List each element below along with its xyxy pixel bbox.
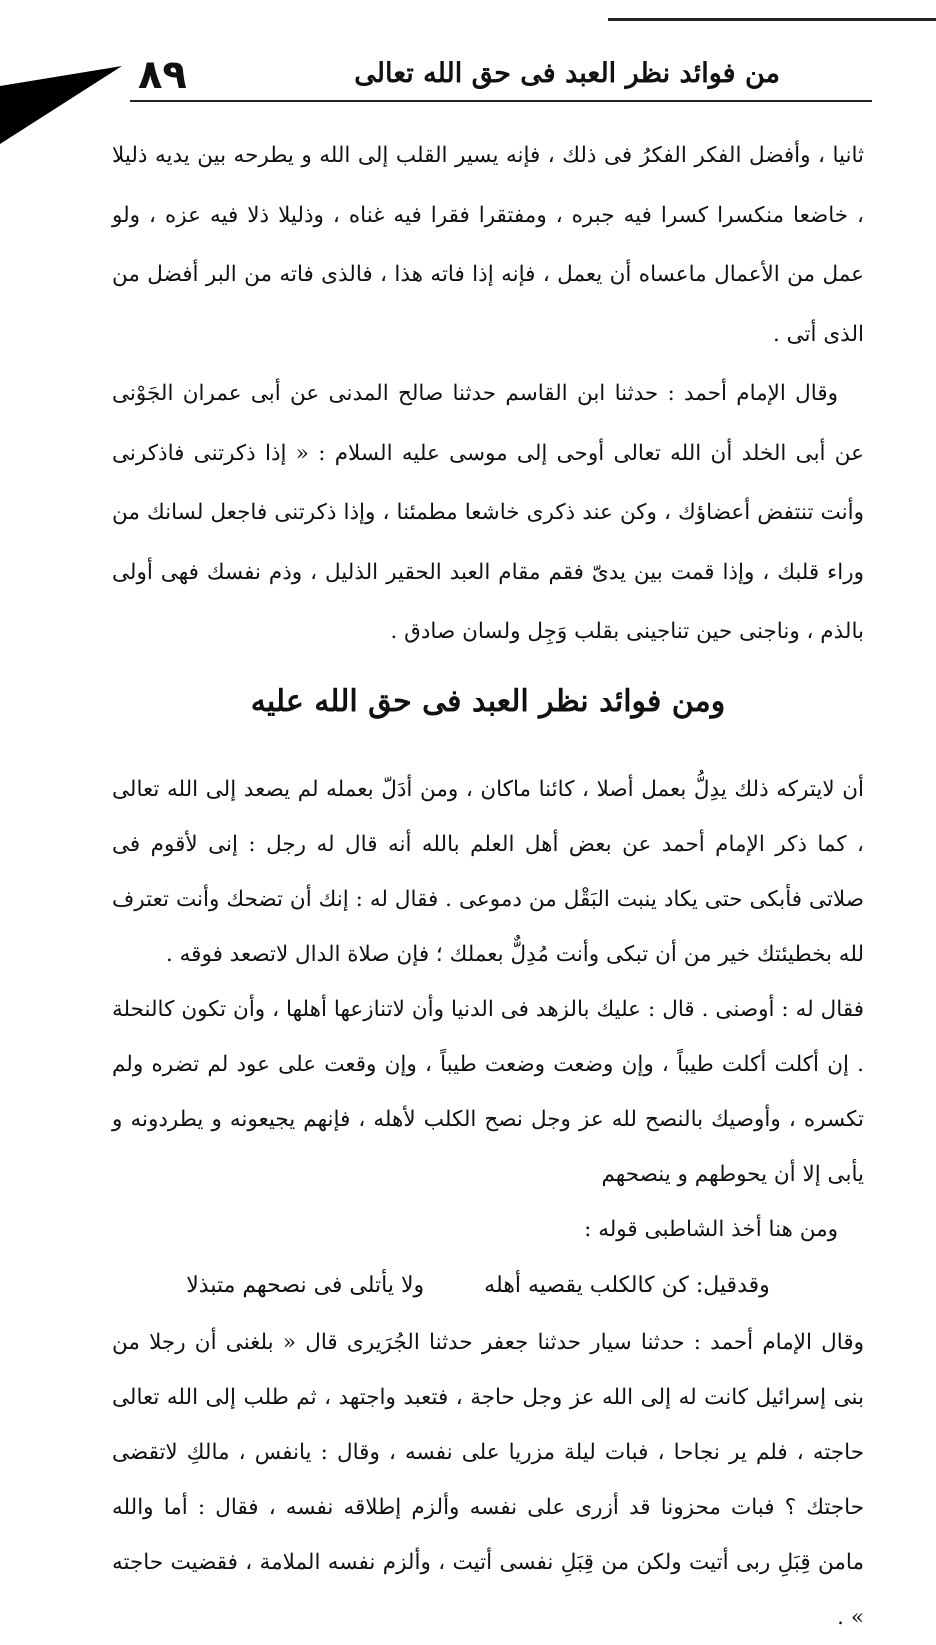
paragraph: ومن هنا أخذ الشاطبى قوله : xyxy=(584,1216,838,1242)
paragraph: وقال الإمام أحمد : حدثنا ابن القاسم حدثنا صالح المدنى عن أبى عمران الجَوْنى عن أبى الخلد أن الله تعالى أوحى إلى موسى عليه السلام : « إذا ذكرتنى فاذكرنى وأنت تنتفض أعضاؤك ، وكن عند ذكرى خاشعا مطمئنا ، وإذا ذكرتنى فاجعل لسانك من وراء قلبك ، وإذا قمت بين يدىّ فقم مقام العبد الحقير الذليل ، وذم نفسك فهى أولى بالذم ، وناجنى حين تناجينى بقلب وَجِل ولسان صادق . xyxy=(112,381,864,644)
page-body xyxy=(112,126,864,1645)
page-number: ٨٩ xyxy=(138,52,187,98)
paragraph: ثانيا ، وأفضل الفكر الفكرُ فى ذلك ، فإنه يسير القلب إلى الله و يطرحه بين يديه ذليلا ، خاضعا منكسرا كسرا فيه جبره ، ومفتقرا فقرا فيه غناه ، وذليلا ذلا فيه عزه ، ولو عمل من الأعمال ماعساه أن يعمل ، فإنه إذا فاته هذا ، فالذى فاته من البر أفضل من الذى أتى . xyxy=(112,143,864,347)
paragraph: وقال الإمام أحمد : حدثنا سيار حدثنا جعفر حدثنا الجُرَيرى قال « بلغنى أن رجلا من بنى إسرائيل كانت له إلى الله عز وجل حاجة ، فتعبد واجتهد ، ثم طلب إلى الله تعالى حاجته ، فلم ير نجاحا ، فبات ليلة مزريا على نفسه ، وقال : يانفس ، مالكِ لاتقضى حاجتك ؟ فبات محزونا قد أزرى على نفسه وألزم إطلاقه نفسه ، فقال : أما والله مامن قِبَلِ ربى أتيت ولكن من قِبَلِ نفسى أتيت ، وألزم نفسه الملامة ، فقضيت حاجته » . xyxy=(112,1329,864,1630)
page-corner-wedge xyxy=(0,66,122,144)
paragraph: فقال له : أوصنى . قال : عليك بالزهد فى الدنيا وأن لاتنازعها أهلها ، وأن تكون كالنحلة . إن أكلت أكلت طيباً ، وإن وضعت وضعت طيباً ، وإن وقعت على عود لم تضره ولم تكسره ، وأوصيك بالنصح لله عز وجل نصح الكلب لأهله ، فإنهم يجيعونه و يطردونه و يأبى إلا أن يحوطهم و ينصحهم xyxy=(112,996,864,1187)
poetry-verse xyxy=(112,1257,864,1315)
verse-first-hemistich: وقدقيل: كن كالكلب يقصيه أهله xyxy=(484,1272,770,1298)
section-heading: ومن فوائد نظر العبد فى حق الله عليه xyxy=(250,683,726,719)
header-title: من فوائد نظر العبد فى حق الله تعالى xyxy=(354,58,780,89)
scan-edge-line xyxy=(608,18,936,21)
verse-second-hemistich: ولا يأتلى فى نصحهم متبذلا xyxy=(186,1272,425,1298)
running-header xyxy=(130,52,870,102)
paragraph: أن لايتركه ذلك يدِلُّ بعمل أصلا ، كائنا ماكان ، ومن أدَلّ بعمله لم يصعد إلى الله تعالى ، كما ذكر الإمام أحمد عن بعض أهل العلم بالله أنه قال له رجل : إنى لأقوم فى صلاتى فأبكى حتى يكاد ينبت البَقْل من دموعى . فقال له : إنك أن تضحك وأنت تعترف لله بخطيئتك خير من أن تبكى وأنت مُدِلٌّ بعملك ؛ فإن صلاة الدال لاتصعد فوقه . xyxy=(112,776,864,967)
header-rule xyxy=(130,100,872,102)
